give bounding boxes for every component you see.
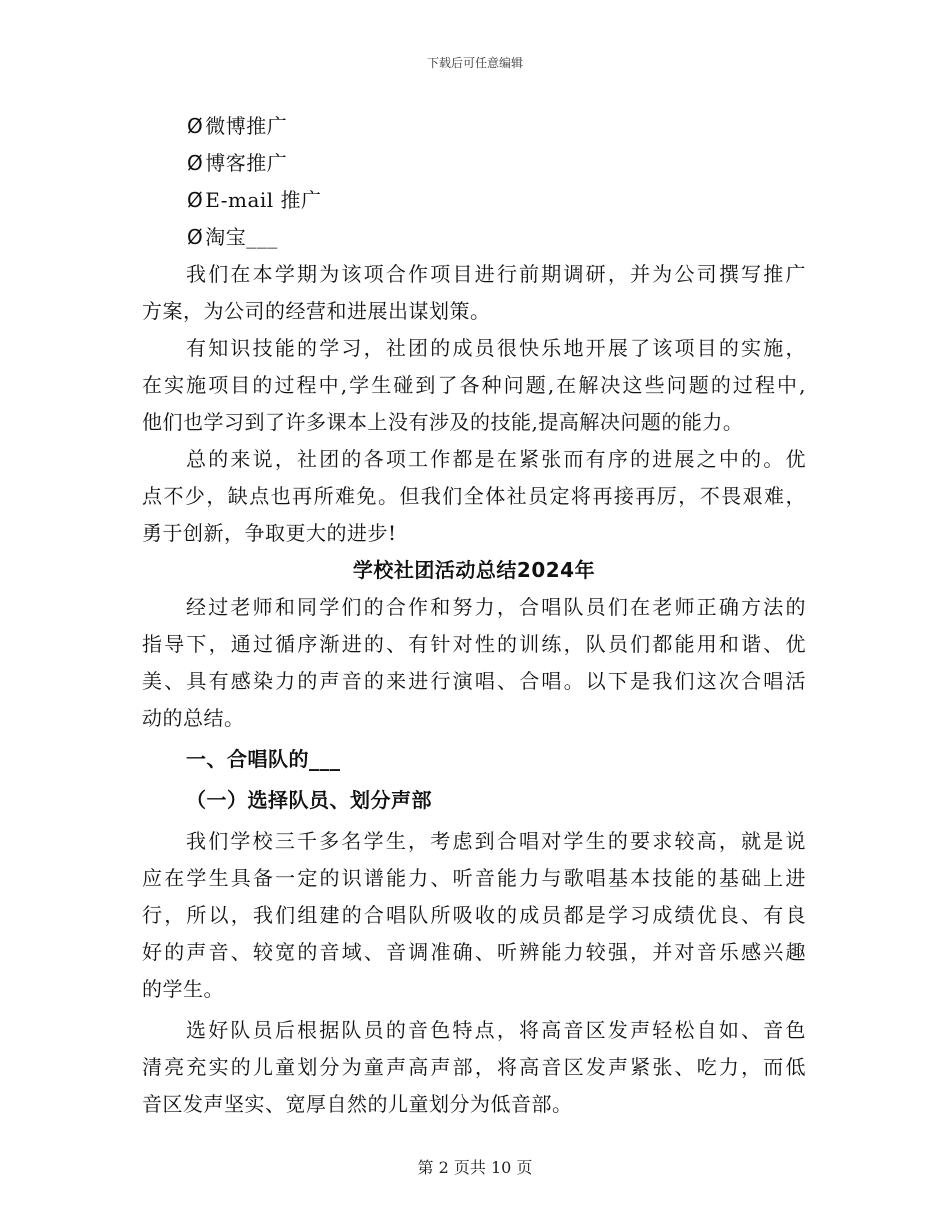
paragraph-line: 清亮充实的儿童划分为童声高声部，将高音区发声紧张、吃力，而低 [142, 1055, 806, 1079]
paragraph-line: 在实施项目的过程中,学生碰到了各种问题,在解决这些问题的过程中, [142, 373, 806, 397]
paragraph-line: 点不少，缺点也再所难免。但我们全体社员定将再接再厉，不畏艰难， [142, 484, 806, 508]
paragraph-summary [142, 441, 806, 552]
paragraph-line: 音区发声坚实、宽厚自然的儿童划分为低音部。 [142, 1092, 573, 1116]
bullet-item [142, 145, 806, 182]
paragraph-line: 他们也学习到了许多课本上没有涉及的技能,提高解决问题的能力。 [142, 410, 744, 434]
paragraph-learning [142, 330, 806, 441]
bullet-text: 微博推广 [205, 114, 288, 138]
paragraph-line: 指导下，通过循序渐进的、有针对性的训练，队员们都能用和谐、优 [142, 632, 806, 656]
bullet-mark: Ø [187, 225, 204, 249]
paragraph-line: 有知识技能的学习，社团的成员很快乐地开展了该项目的实施， [186, 336, 806, 360]
bullet-mark: Ø [187, 151, 204, 175]
paragraph-line: 美、具有感染力的声音的来进行演唱、合唱。以下是我们这次合唱活 [142, 669, 806, 693]
bullet-text: E-mail 推广 [205, 188, 322, 212]
paragraph-line: 的学生。 [142, 977, 224, 1001]
page-header: 下载后可任意编辑 [426, 56, 523, 70]
section-heading: 一、合唱队的___ [186, 747, 341, 771]
document-title: 学校社团活动总结2024年 [352, 558, 596, 582]
paragraph-intro [142, 589, 806, 737]
bullet-item [142, 108, 806, 145]
paragraph-line: 经过老师和同学们的合作和努力，合唱队员们在老师正确方法的 [186, 595, 806, 619]
bullet-text: 博客推广 [205, 151, 288, 175]
paragraph-line: 方案，为公司的经营和进展出谋划策。 [142, 299, 491, 323]
paragraph-line: 勇于创新，争取更大的进步! [142, 521, 397, 545]
paragraph-line: 应在学生具备一定的识谱能力、听音能力与歌唱基本技能的基础上进 [142, 866, 806, 890]
page-footer: 第 2 页共 10 页 [417, 1158, 533, 1177]
paragraph-selection [142, 823, 806, 1008]
paragraph-line: 动的总结。 [142, 706, 245, 730]
paragraph-line: 总的来说，社团的各项工作都是在紧张而有序的进展之中的。优 [186, 447, 806, 471]
bullet-item [142, 219, 806, 256]
paragraph-line: 我们在本学期为该项合作项目进行前期调研，并为公司撰写推广 [186, 262, 806, 286]
bullet-item [142, 182, 806, 219]
subsection-heading: （一）选择队员、划分声部 [186, 788, 432, 812]
paragraph-research [142, 256, 806, 330]
paragraph-line: 好的声音、较宽的音域、音调准确、听辨能力较强，并对音乐感兴趣 [142, 940, 806, 964]
document-body [142, 108, 806, 1123]
paragraph-line: 行，所以，我们组建的合唱队所吸收的成员都是学习成绩优良、有良 [142, 903, 806, 927]
bullet-mark: Ø [187, 114, 204, 138]
bullet-text: 淘宝___ [205, 225, 278, 249]
paragraph-voice-parts [142, 1012, 806, 1123]
paragraph-line: 我们学校三千多名学生，考虑到合唱对学生的要求较高，就是说 [186, 829, 806, 853]
paragraph-line: 选好队员后根据队员的音色特点，将高音区发声轻松自如、音色 [186, 1018, 806, 1042]
bullet-mark: Ø [187, 188, 204, 212]
